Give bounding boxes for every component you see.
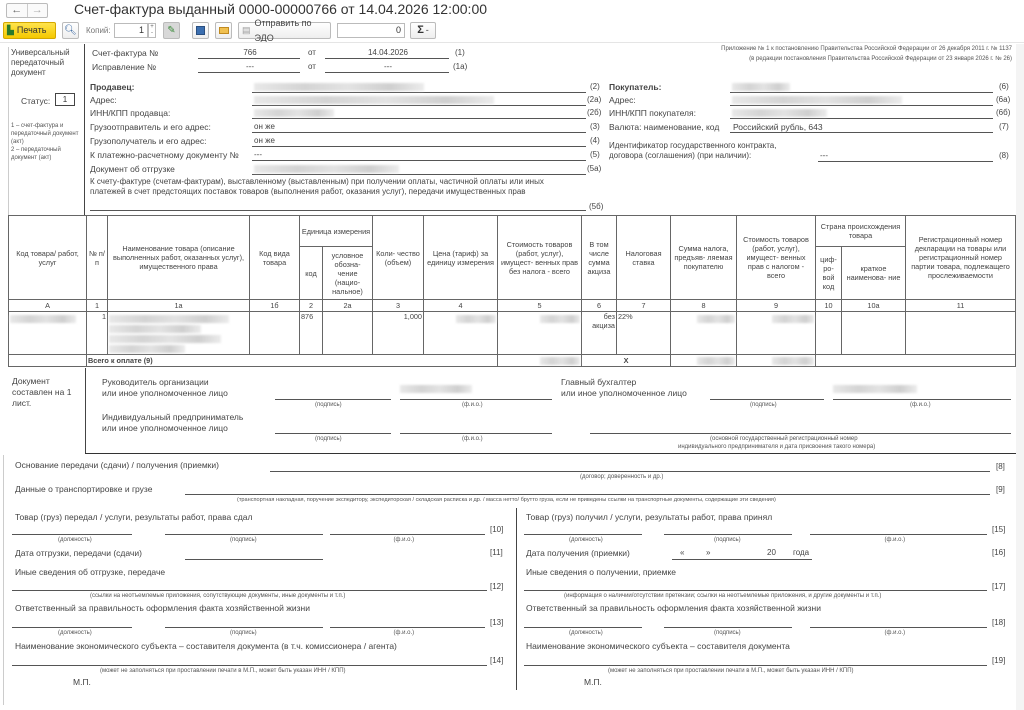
signature-line (165, 534, 323, 535)
left-border (8, 47, 9, 215)
underline (252, 160, 586, 161)
field-num: (7) (999, 122, 1009, 131)
history-nav (6, 3, 48, 18)
doc-pages: Документ составлен на 1 лист. (12, 376, 72, 408)
sum-menu-button[interactable]: Σ - (410, 22, 436, 39)
redacted-value (732, 96, 902, 104)
col-header-price: Цена (тариф) за единицу измерения (424, 216, 498, 300)
vertical-divider (84, 44, 85, 215)
signature-line (275, 433, 391, 434)
field-num-8b: [8] (996, 462, 1005, 471)
vertical-divider (85, 368, 86, 453)
name-line (833, 399, 1011, 400)
field-num: [13] (490, 618, 504, 627)
sigma-icon: Σ (417, 24, 424, 36)
underline (325, 58, 449, 59)
redacted-value (254, 165, 399, 173)
basis-hint: (договор; доверенность и др.) (580, 474, 664, 480)
sum-field[interactable]: 0 (337, 23, 405, 38)
col-header-unit-name: условное обозна- чение (нацио- нальное) (323, 247, 373, 300)
contract-label-2: договора (соглашения) (при наличии): (609, 151, 752, 160)
underline (730, 118, 993, 119)
column-number: 11 (906, 300, 1016, 312)
buyer-field-value: Российский рубль, 643 (733, 122, 823, 132)
forward-button[interactable]: → (27, 4, 48, 17)
signature-hint: (ф.и.о.) (393, 630, 415, 636)
signature-hint: (должность) (58, 537, 92, 543)
center-divider (516, 508, 517, 690)
resp-left-label: Ответственный за правильность оформления факта хозяйственной жизни (15, 603, 310, 613)
field-num: (6а) (996, 95, 1011, 104)
signature-line (12, 534, 132, 535)
col-header-cost: Стоимость товаров (работ, услуг), имущест- венных прав без налога - всего (498, 216, 582, 300)
signature-line (524, 534, 642, 535)
underline (198, 72, 300, 73)
col-header-total: Стоимость товаров (работ, услуг), имущест- венных прав с налогом - всего (737, 216, 816, 300)
name-line (400, 433, 552, 434)
field-num: [10] (490, 525, 504, 534)
invoice-number: 766 (243, 48, 257, 57)
status-label: Статус: (21, 96, 51, 106)
total-row (9, 355, 1016, 367)
signature-hint: (ф.и.о.) (884, 630, 906, 636)
contract-label-1: Идентификатор государственного контракта, (609, 141, 777, 150)
buyer-field-label: ИНН/КПП покупателя: (609, 108, 696, 118)
signature-line (810, 534, 987, 535)
toolbar-separator (0, 42, 1024, 43)
seller-field-value: он же (254, 136, 275, 145)
col-header-country: Страна происхождения товара (816, 216, 906, 247)
cell-total (737, 312, 816, 355)
ogrn-hint-2: индивидуального предпринимателя и дата присвоения такого номера) (678, 444, 876, 450)
print-button[interactable]: ▙ Печать (3, 22, 56, 39)
total-x: X (582, 355, 671, 367)
cell-kind (250, 312, 300, 355)
signature-line (664, 627, 792, 628)
total-label: Всего к оплате (9) (87, 355, 498, 367)
underline (252, 174, 586, 175)
fio-hint: (ф.и.о.) (910, 402, 931, 408)
entity-left-label: Наименование экономического субъекта – составителя документа (в т.ч. комиссионера / агента) (15, 641, 397, 651)
field-num-1: (1) (455, 48, 465, 57)
col-header-country-name: краткое наименова- ние (842, 247, 906, 300)
signature-hint: (ф.и.о.) (393, 537, 415, 543)
gave-label: Товар (груз) передал / услуги, результаты работ, права сдал (15, 512, 253, 522)
basis-line (270, 471, 990, 472)
total-tax (671, 355, 737, 367)
preview-button[interactable] (62, 22, 79, 39)
underline (818, 161, 993, 162)
status-note-2: 2 – передаточный документ (акт) (11, 147, 61, 161)
underline (325, 72, 449, 73)
seller-field-label: Грузополучатель и его адрес: (90, 136, 207, 146)
cell-unit-name (323, 312, 373, 355)
col-header-code: Код товара/ работ, услуг (9, 216, 87, 300)
field-num: (3) (590, 122, 600, 131)
other-ship-label: Иные сведения об отгрузке, передаче (15, 567, 166, 577)
signature-line (524, 627, 642, 628)
quote-open: « (680, 548, 685, 557)
field-num-12: [12] (490, 582, 504, 591)
entity-right-line (524, 665, 987, 666)
signature-line (330, 627, 485, 628)
head-name-redacted (400, 385, 472, 393)
copies-spinner[interactable]: + - (148, 23, 156, 38)
column-number: 10 (816, 300, 842, 312)
stamp-right: М.П. (584, 677, 602, 687)
col-header-tax: Сумма налога, предъяв- ляемая покупателю (671, 216, 737, 300)
ogrn-hint-1: (основной государственный регистрационный номер (710, 436, 858, 442)
cell-no: 1 (87, 312, 108, 355)
save-button[interactable] (192, 22, 209, 39)
column-number: 7 (617, 300, 671, 312)
underline (730, 132, 993, 133)
annex-line-1: Приложение № 1 к постановлению Правительства Российской Федерации от 26 декабря 2011 г. № 1137 (721, 46, 1012, 52)
column-number: 1а (108, 300, 250, 312)
field-num: (5) (590, 150, 600, 159)
redacted-value (732, 83, 790, 91)
signature-hint: (подпись) (230, 537, 257, 543)
signature-line (810, 627, 987, 628)
ship-date-line (185, 559, 323, 560)
redacted-value (254, 96, 494, 104)
seller-field-value: он же (254, 122, 275, 131)
buyer-field-label: Покупатель: (609, 82, 662, 92)
other-recv-label: Иные сведения о получении, приемке (526, 567, 677, 577)
cell-country-code (816, 312, 842, 355)
field-num: (2а) (587, 95, 602, 104)
correction-date: --- (384, 62, 392, 71)
cell-name (108, 312, 250, 355)
table-row (9, 312, 1016, 355)
signature-line (165, 627, 323, 628)
field-num-14: [14] (490, 656, 504, 665)
seller-field-label: ИНН/КПП продавца: (90, 108, 171, 118)
transport-line (185, 494, 990, 495)
field-num: (4) (590, 136, 600, 145)
correction-label: Исправление № (92, 62, 157, 72)
accountant-label-2: или иное уполномоченное лицо (561, 388, 687, 398)
window-title: Счет-фактура выданный 0000-00000766 от 14.04.2026 12:00:00 (74, 1, 488, 17)
col-header-unit: Единица измерения (300, 216, 373, 247)
col-header-qty: Коли- чество (объем) (373, 216, 424, 300)
ip-label-1: Индивидуальный предприниматель (102, 412, 244, 422)
field-num-1a: (1а) (453, 62, 468, 71)
column-numbers-row (9, 300, 1016, 312)
cell-empty (9, 355, 87, 367)
col-header-declaration: Регистрационный номер декларации на товары или регистрационный номер партии товара, подлежащего прослеживаемости (906, 216, 1016, 300)
advance-text-1: К счету-фактуре (счетам-фактурам), выставленному (выставленным) при получении оплаты, частичной оплаты или иных (90, 177, 544, 186)
cell-tax (671, 312, 737, 355)
received-label: Товар (груз) получил / услуги, результаты работ, права принял (526, 512, 773, 522)
underline (730, 105, 993, 106)
cell-cost (498, 312, 582, 355)
entity-right-hint: (может не заполняться при проставлении печати в М.П., может быть указан ИНН / КПП) (608, 668, 854, 674)
send-edo-button[interactable]: ▤ Отправить по ЭДО (238, 22, 331, 39)
correction-number: --- (246, 62, 254, 71)
contract-value: --- (820, 151, 828, 160)
signature-hint: (должность) (569, 537, 603, 543)
quote-close: » (706, 548, 711, 557)
signature-hint: (подпись) (230, 630, 257, 636)
redacted-value (732, 109, 827, 117)
underline (252, 118, 586, 119)
signature-hint: (должность) (58, 630, 92, 636)
fio-hint: (ф.и.о.) (462, 402, 483, 408)
field-num-9: [9] (996, 485, 1005, 494)
column-number: 2а (323, 300, 373, 312)
signature-line (710, 399, 824, 400)
other-ship-hint: (ссылки на неотъемлемые приложения, сопутствующие документы, иные документы и т.п.) (90, 593, 346, 599)
edo-icon: ▤ (242, 25, 251, 35)
field-num-16: [16] (992, 548, 1006, 557)
transport-label: Данные о транспортировке и грузе (15, 484, 153, 494)
cell-price (424, 312, 498, 355)
column-number: 6 (582, 300, 617, 312)
column-number: 2 (300, 300, 323, 312)
entity-left-hint: (может не заполняться при проставлении печати в М.П., может быть указан ИНН / КПП) (100, 668, 346, 674)
field-num-5b: (5б) (589, 202, 604, 211)
underline (252, 92, 586, 93)
invoice-date: 14.04.2026 (367, 48, 409, 57)
accountant-name-redacted (833, 385, 917, 393)
underline (730, 92, 993, 93)
cell-empty (816, 355, 1016, 367)
recv-date-label: Дата получения (приемки) (526, 548, 630, 558)
seller-field-label: Грузоотправитель и его адрес: (90, 122, 211, 132)
advance-text-2: платежей в счет предстоящих поставок товаров (выполнения работ, оказания услуг), передачи имущественных прав (90, 187, 526, 196)
stamp-left: М.П. (73, 677, 91, 687)
copies-input[interactable]: 1 (114, 23, 148, 38)
total-sum (737, 355, 816, 367)
col-header-unit-code: код (300, 247, 323, 300)
vertical-scrollbar[interactable] (1016, 44, 1024, 710)
cell-declaration (906, 312, 1016, 355)
col-header-excise: В том числе сумма акциза (582, 216, 617, 300)
field-num-8: (8) (999, 151, 1009, 160)
column-number: 8 (671, 300, 737, 312)
redacted-value (254, 83, 424, 91)
cell-qty: 1,000 (373, 312, 424, 355)
col-header-country-code: циф- ро- вой код (816, 247, 842, 300)
signature-hint: (ф.и.о.) (884, 537, 906, 543)
signature-line (275, 399, 391, 400)
document-type: Универсальный передаточный документ (11, 48, 70, 77)
underline (252, 105, 586, 106)
annex-line-2: (в редакции постановления Правительства Российской Федерации от 23 января 2026 г. № 26) (749, 56, 1012, 62)
copies-label: Копий: (86, 26, 111, 35)
seller-field-value: --- (254, 150, 262, 159)
col-header-kind: Код вида товара (250, 216, 300, 300)
invoice-number-label: Счет-фактура № (92, 48, 159, 58)
printer-icon: ▙ (7, 25, 14, 35)
signature-line (12, 627, 132, 628)
seller-field-label: Адрес: (90, 95, 117, 105)
invoice-date-label: от (308, 48, 316, 57)
accountant-label-1: Главный бухгалтер (561, 377, 637, 387)
email-button[interactable] (215, 22, 232, 39)
other-recv-hint: (информация о наличии/отсутствии претензии; ссылки на неотъемлемые приложения, и другие документы и т.п.) (564, 593, 882, 599)
field-num-11: [11] (490, 548, 503, 557)
status-value: 1 (55, 93, 75, 106)
correction-date-label: от (308, 62, 316, 71)
field-num: (6б) (996, 108, 1011, 117)
basis-label: Основание передачи (сдачи) / получения (приемки) (15, 460, 219, 470)
floppy-icon (196, 26, 205, 35)
cell-code (9, 312, 87, 355)
status-note-1: 1 – счет-фактура и передаточный документ (акт) (11, 123, 79, 145)
cell-country-name (842, 312, 906, 355)
ogrn-line (590, 433, 1011, 434)
signature-hint: (подпись) (714, 537, 741, 543)
other-ship-line (12, 590, 487, 591)
resp-right-label: Ответственный за правильность оформления факта хозяйственной жизни (526, 603, 821, 613)
underline (252, 146, 586, 147)
seller-field-label: К платежно-расчетному документу № (90, 150, 239, 160)
envelope-icon (219, 27, 229, 34)
field-num: (2б) (587, 108, 602, 117)
buyer-field-label: Валюта: наименование, код (609, 122, 720, 132)
col-header-name: Наименование товара (описание выполненных работ, оказанных услуг), имущественного права (108, 216, 250, 300)
redacted-value (254, 109, 334, 117)
pencil-icon: ✎ (167, 25, 176, 36)
entity-right-label: Наименование экономического субъекта – составителя документа (526, 641, 790, 651)
cell-unit-code: 876 (300, 312, 323, 355)
column-number: 5 (498, 300, 582, 312)
field-num: (2) (590, 82, 600, 91)
magnifier-icon: 🔍︎ (64, 25, 77, 36)
left-border (3, 455, 4, 705)
ip-label-2: или иное уполномоченное лицо (102, 423, 228, 433)
col-header-no: № п/п (87, 216, 108, 300)
year-suffix: года (793, 548, 810, 557)
back-button[interactable]: ← (11, 4, 23, 16)
cell-rate: 22% (617, 312, 671, 355)
total-cost (498, 355, 582, 367)
field-num-17: [17] (992, 582, 1006, 591)
underline (252, 132, 586, 133)
fio-hint: (ф.и.о.) (462, 436, 483, 442)
field-num-19: [19] (992, 656, 1006, 665)
field-num: [15] (992, 525, 1006, 534)
other-recv-line (524, 590, 987, 591)
signature-hint: (подпись) (714, 630, 741, 636)
column-number: 4 (424, 300, 498, 312)
signature-hint: (должность) (569, 630, 603, 636)
edit-toggle-button[interactable] (163, 22, 180, 39)
column-number: 9 (737, 300, 816, 312)
head-label-2: или иное уполномоченное лицо (102, 388, 228, 398)
signature-hint: (подпись) (750, 402, 777, 408)
underline (198, 58, 300, 59)
signature-line (664, 534, 792, 535)
head-label-1: Руководитель организации (102, 377, 209, 387)
horizontal-divider (85, 453, 1016, 454)
recv-date-line (672, 559, 812, 560)
cell-excise: без акциза (582, 312, 617, 355)
field-num: [18] (992, 618, 1006, 627)
goods-table (8, 215, 1016, 367)
col-header-rate: Налоговая ставка (617, 216, 671, 300)
column-number: 3 (373, 300, 424, 312)
seller-field-label: Документ об отгрузке (90, 164, 175, 174)
field-num: (5а) (587, 164, 602, 173)
name-line (400, 399, 552, 400)
buyer-field-label: Адрес: (609, 95, 636, 105)
transport-hint: (транспортная накладная, поручение экспедитору, экспедиторская / складская расписка и др. / масса нетто/ брутто груза, если не приведены ссылки на транспортные документы, содержащие эти сведения) (237, 497, 776, 503)
entity-left-line (12, 665, 487, 666)
underline (90, 210, 586, 211)
column-number: 10а (842, 300, 906, 312)
column-number: А (9, 300, 87, 312)
ship-date-label: Дата отгрузки, передачи (сдачи) (15, 548, 142, 558)
year-prefix: 20 (767, 548, 776, 557)
signature-hint: (подпись) (315, 436, 342, 442)
column-number: 1б (250, 300, 300, 312)
field-num: (6) (999, 82, 1009, 91)
column-number: 1 (87, 300, 108, 312)
signature-line (330, 534, 485, 535)
signature-hint: (подпись) (315, 402, 342, 408)
seller-field-label: Продавец: (90, 82, 135, 92)
